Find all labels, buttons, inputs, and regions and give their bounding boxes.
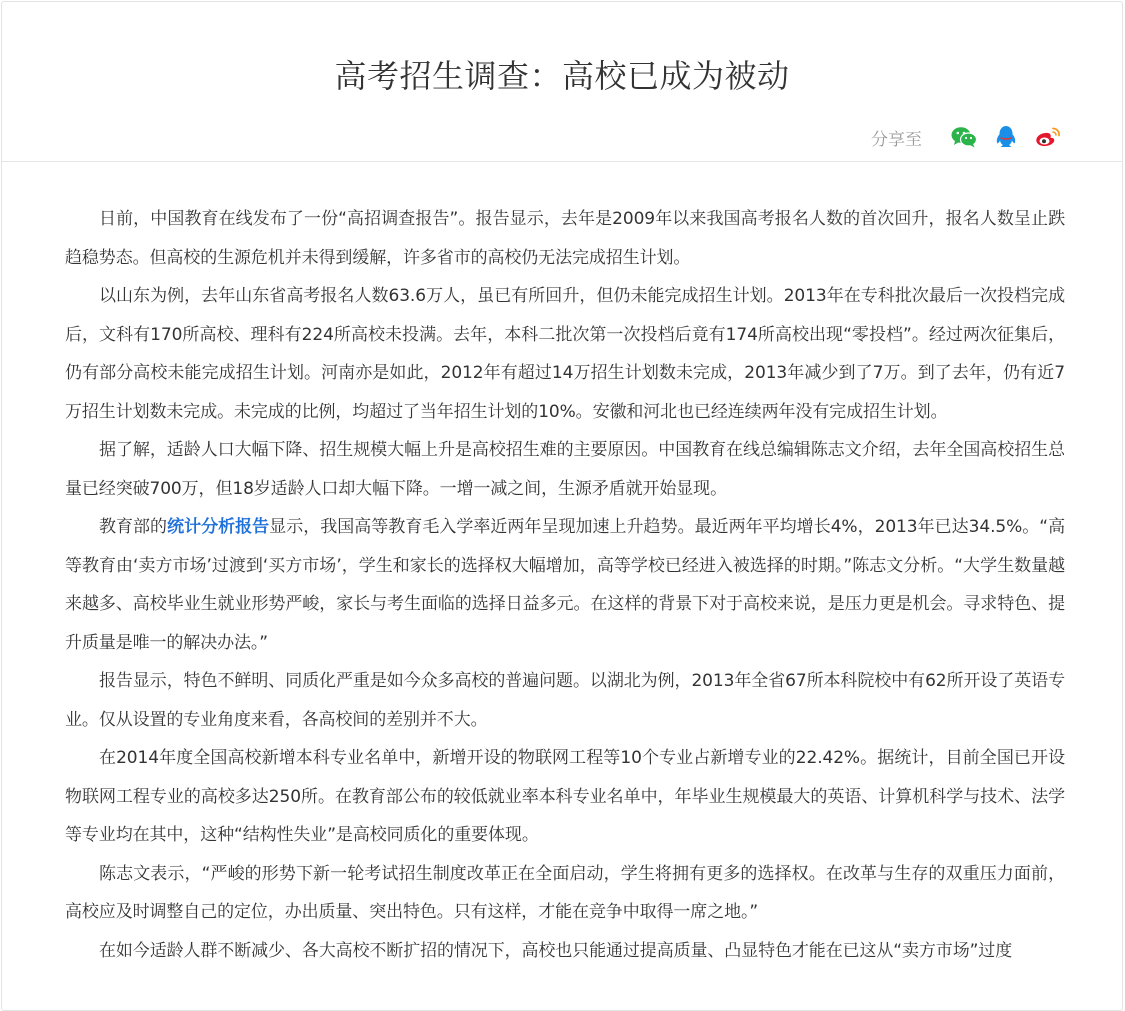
paragraph: 据了解，适龄人口大幅下降、招生规模大幅上升是高校招生难的主要原因。中国教育在线总编辑陈志文介绍，去年全国高校招生总量已经突破700万，但18岁适龄人口却大幅下降。一增一减之间，生源矛盾就开始显现。 bbox=[65, 440, 1065, 499]
paragraph bbox=[65, 508, 1065, 662]
article-header bbox=[2, 2, 1122, 162]
article-title: 高考招生调查：高校已成为被动 bbox=[334, 57, 790, 95]
paragraph: 在如今适龄人群不断减少、各大高校不断扩招的情况下，高校也只能通过提高质量、凸显特色才能在已这从“卖方市场”过度 bbox=[99, 940, 1013, 961]
paragraph: 报告显示，特色不鲜明、同质化严重是如今众多高校的普遍问题。以湖北为例，2013年全省67所本科院校中有62所开设了英语专业。仅从设置的专业角度来看，各高校间的差别并不大。 bbox=[65, 671, 1065, 730]
share-bar bbox=[871, 122, 1062, 152]
stats-report-link[interactable]: 统计分析报告 bbox=[167, 517, 270, 537]
paragraph-text: 显示，我国高等教育毛入学率近两年呈现加速上升趋势。最近两年平均增长4%，2013年已达34.5%。“高等教育由‘卖方市场’过渡到‘买方市场’，学生和家长的选择权大幅增加，高等学校已经进入被选择的时期。”陈志文分析。“大学生数量越来越多、高校毕业生就业形势严峻，家长与考生面临的选择日益多元。在这样的背景下对于高校来说，是压力更是机会。寻求特色、提升质量是唯一的解决办法。” bbox=[65, 517, 1066, 653]
qq-icon[interactable] bbox=[992, 123, 1020, 151]
paragraph: 在2014年度全国高校新增本科专业名单中，新增开设的物联网工程等10个专业占新增专业的22.42%。据统计，目前全国已开设物联网工程专业的高校多达250所。在教育部公布的较低就业率本科专业名单中，年毕业生规模最大的英语、计算机科学与技术、法学等专业均在其中，这种“结构性失业”是高校同质化的重要体现。 bbox=[65, 748, 1065, 845]
share-label: 分享至 bbox=[871, 129, 922, 150]
article-body bbox=[65, 200, 1065, 970]
paragraph: 以山东为例，去年山东省高考报名人数63.6万人，虽已有所回升，但仍未能完成招生计划。2013年在专科批次最后一次投档完成后，文科有170所高校、理科有224所高校未投满。去年，本科二批次第一次投档后竟有174所高校出现“零投档”。经过两次征集后，仍有部分高校未能完成招生计划。河南亦是如此，2012年有超过14万招生计划数未完成，2013年减少到了7万。到了去年，仍有近7万招生计划数未完成。未完成的比例，均超过了当年招生计划的10%。安徽和河北也已经连续两年没有完成招生计划。 bbox=[65, 286, 1065, 422]
paragraph-text: 教育部的 bbox=[99, 517, 168, 537]
paragraph: 日前，中国教育在线发布了一份“高招调查报告”。报告显示，去年是2009年以来我国高考报名人数的首次回升，报名人数呈止跌趋稳势态。但高校的生源危机并未得到缓解，许多省市的高校仍无法完成招生计划。 bbox=[65, 209, 1065, 268]
article-card bbox=[1, 1, 1123, 1011]
paragraph: 陈志文表示，“严峻的形势下新一轮考试招生制度改革正在全面启动，学生将拥有更多的选择权。在改革与生存的双重压力面前，高校应及时调整自己的定位，办出质量、突出特色。只有这样，才能在竞争中取得一席之地。” bbox=[65, 863, 1065, 922]
weibo-icon[interactable] bbox=[1034, 123, 1062, 151]
wechat-icon[interactable] bbox=[950, 123, 978, 151]
